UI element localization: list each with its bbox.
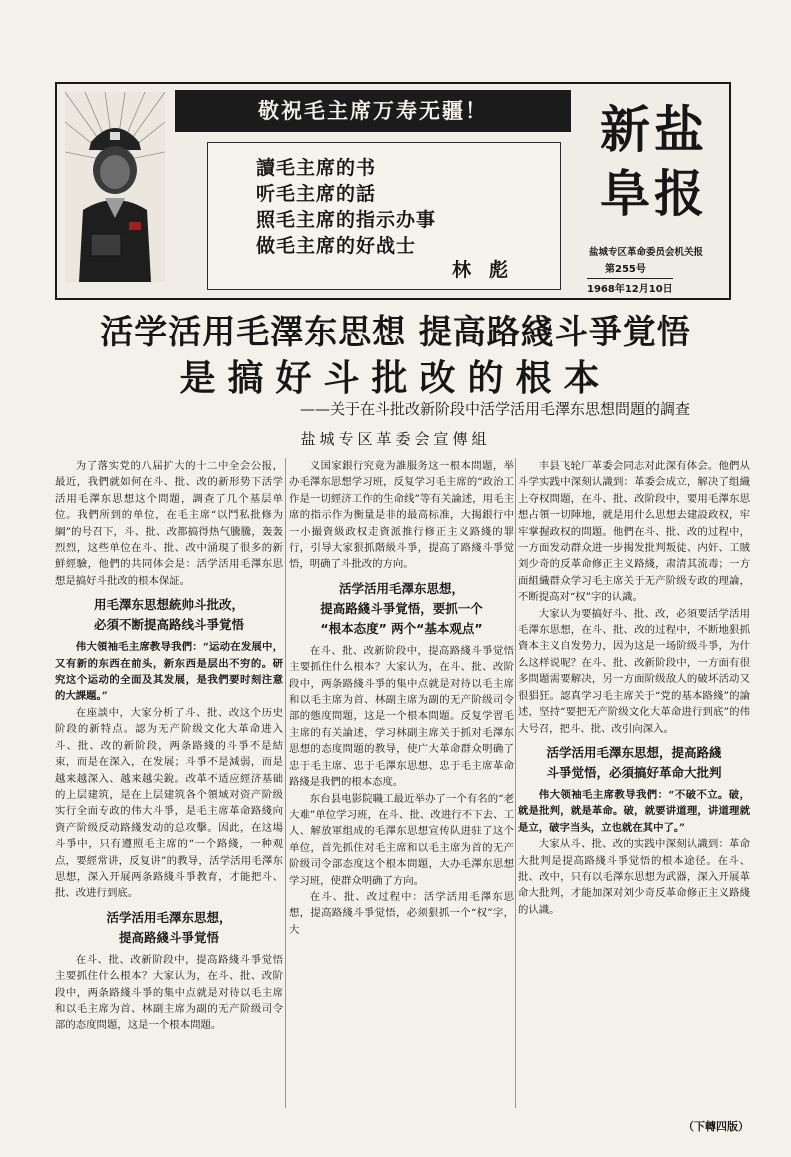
continued-note: （下轉四版）: [683, 1120, 749, 1133]
article-paragraph: 为了落实党的八届扩大的十二中全会公报，最近，我們就如何在斗、批、改的新形势下活学活用毛澤东思想这个問題，調查了几个基层单位。我們所到的单位，在毛主席“以鬥私批修为綱”的号召下，斗、批、改都搞得热气騰騰，轰轰烈烈，这些单位在斗、批、改中涌現了很多的新鮮經驗，他們的共同体会是：活学活用毛澤东思想是搞好斗批改的根本保証。: [55, 460, 283, 587]
article-paragraph: 大家从斗、批、改的实践中深刻认識到：革命大批判是提高路綫斗爭觉悟的根本途径。在斗、批、改中，只有以毛澤东思想为武器，深入开展革命大批判，才能加深对刘少奇反革命修正主义路綫的认識。: [518, 838, 750, 916]
quote-line-2: 听毛主席的話: [256, 183, 377, 205]
article-column-1: [55, 458, 283, 1108]
article-column-3: [518, 458, 750, 1108]
chairman-portrait: [65, 92, 165, 282]
lin-biao-quote-box: [207, 142, 561, 290]
subheadline: ——关于在斗批改新阶段中活学活用毛澤东思想問題的調查: [300, 400, 691, 418]
quote-line-4: 做毛主席的好战士: [256, 235, 417, 257]
portrait-illustration: [65, 92, 165, 282]
chairman-quote: 伟大領袖毛主席教导我們：“运动在发展中，又有新的东西在前头，新东西是层出不穷的。研究这个运动的全面及其发展，是我們要时刻注意的大課題。”: [55, 641, 283, 703]
article-paragraph: 在斗、批、改过程中：活学活用毛澤东思想，提高路綫斗爭觉悟，必须狠抓一个“权”字，大: [289, 890, 514, 936]
chairman-quote: 伟大领袖毛主席教导我們：“不破不立。破，就是批判，就是革命。破，就要讲道理，讲道理就是立，破字当头，立也就在其中了。”: [518, 788, 750, 834]
article-paragraph: 义国家銀行究竟为誰服务这一根本問題，举办毛澤东思想学习班，反复学习毛主席的“政治工作是一切經济工作的生命线”等有关論述，用毛主席的指示作为衡量是非的最高标准，大揭銀行中一小撮資級政权走資派推行修正主义路綫的罪行，引导大家狠抓階級斗爭，提高了路綫斗爭觉悟，明确了斗批改的方向。: [289, 460, 514, 571]
article-paragraph: 在斗、批、改新阶段中，提高路綫斗爭觉悟主要抓住什么根本？大家认为，在斗、批、改阶段中，两条路綫斗爭的集中点就是对待以毛主席和以毛主席为首、林副主席为副的无产阶级司令部的態度問題，这是一个根本問題。反复学習毛主席的有关論述，学习林副主席关于抓对毛澤东思想的态度問題的教导，使广大革命群众明确了忠于毛主席、忠于毛澤东思想、忠于毛主席革命路綫是我們的根本态度。: [289, 644, 514, 789]
publisher-line: 盐城专区革命委员会机关报: [589, 247, 704, 258]
article-paragraph: [518, 606, 750, 737]
slogan-banner: 敬祝毛主席万寿无疆！: [175, 90, 571, 132]
section-heading: 活学活用毛澤东思想， 提高路綫斗爭覚悟，要抓一个 “根本态度” 两个“基本观点”: [320, 580, 483, 636]
paragraph-body: 要搞好斗、批、改，必須要活学活用毛澤东思想，在斗、批、改的过程中，不断地狠抓資本主义自发势力，因为这是一场阶级斗爭，为什么这样说呢？在斗、批、改新阶段中，一方面有很多問題需要解决，另一方面阶级敌人的破坏活动又很猖狂。認真学习毛主席关于“党的基本路綫”的論述，坚持“要把无产阶级文化大革命进行到底”的伟大号召，把斗、批、改引向深入。: [518, 607, 750, 735]
paragraph-lead: 大家认为: [538, 607, 582, 620]
article-paragraph: 在斗、批、改新阶段中，提高路綫斗爭觉悟主要抓住什么根本？大家认为，在斗、批、改阶段中，两条路綫斗爭的集中点就是对待以毛主席和以毛主席为首、林副主席为副的无产阶级司令部的态度問題，这是一个根本問題。: [55, 953, 283, 1032]
article-paragraph: 丰县飞轮厂革委会同志对此深有体会。他們从斗学实践中深刻认識到：革委会成立，解决了组織上夺权問題，在斗、批、改阶段中，要用毛澤东思想占領一切陣地，就是用什么思想去建設政权，牢牢掌握政权的問題。他們在斗、批、改的过程中，一方面发动群众进一步揭发批判叛徒、内奸、工賊刘少奇的反革命修正主义路綫，肃清其流毒；一方面組織群众学习毛主席关于无产阶级专政的理論，不断提高对“权”字的认識。: [518, 460, 750, 604]
column-divider: [515, 458, 516, 1108]
section-heading: 活学活用毛澤东思想，提高路綫 斗爭觉悟，必須搞好革命大批判: [546, 744, 722, 780]
article-column-2: [289, 458, 514, 1108]
article-paragraph: 东台县电影院職工最近举办了一个有名的“老大难”单位学习班，在斗、批、改进行不下去、工人、解放軍组成的毛澤东思想宣传队进驻了这个单位，首先抓住对毛主席和以毛主席为首的无产阶级司令部态度这个根本問題，大办毛澤东思想学习班，使群众明确了方向。: [289, 792, 514, 887]
byline: 盐城专区革委会宣傳組: [300, 430, 491, 448]
issue-number: 第255号: [605, 264, 646, 275]
quote-line-3: 照毛主席的指示办事: [256, 209, 437, 231]
column-divider: [285, 458, 286, 1108]
quote-line-1: 讀毛主席的书: [256, 157, 377, 179]
masthead: [55, 82, 731, 300]
main-headline-line-2: 是搞好斗批改的根本: [179, 357, 612, 399]
newspaper-nameplate: 新盐阜报: [600, 101, 708, 223]
article-paragraph: 在座談中，大家分析了斗、批、改这个历史阶段的新特点。認为无产阶级文化大革命进入斗、批、改的新阶段，两条路綫的斗爭不是結束，而是在深入，在发展；斗爭不是減弱，而是越来越深入、越来越尖銳。改革不适应經济基础的上层建筑，是在上层建筑各个領域对资产阶级实行全面专政的伟大斗爭，是毛主席革命路綫向資产阶级反动路綫发动的总攻擊。因此，在这場斗爭中，只有遵照毛主席的“一个路綫，一种观点，要經常讲，反复讲”的教导，活学活用毛澤东思想，深入开展两条路綫斗爭教育，才能把斗、批、改进行到底。: [55, 706, 283, 900]
section-heading: 活学活用毛澤东思想， 提高路綫斗爭覚悟: [106, 909, 232, 945]
main-headline-line-1: 活学活用毛澤东思想 提高路綫斗爭覚悟: [100, 312, 691, 351]
quote-author: 林彪: [451, 259, 526, 281]
section-heading: 用毛澤东思想統帅斗批改， 必須不断提高路线斗爭覚悟: [93, 597, 244, 633]
issue-date: 1968年12月10日: [587, 278, 673, 295]
